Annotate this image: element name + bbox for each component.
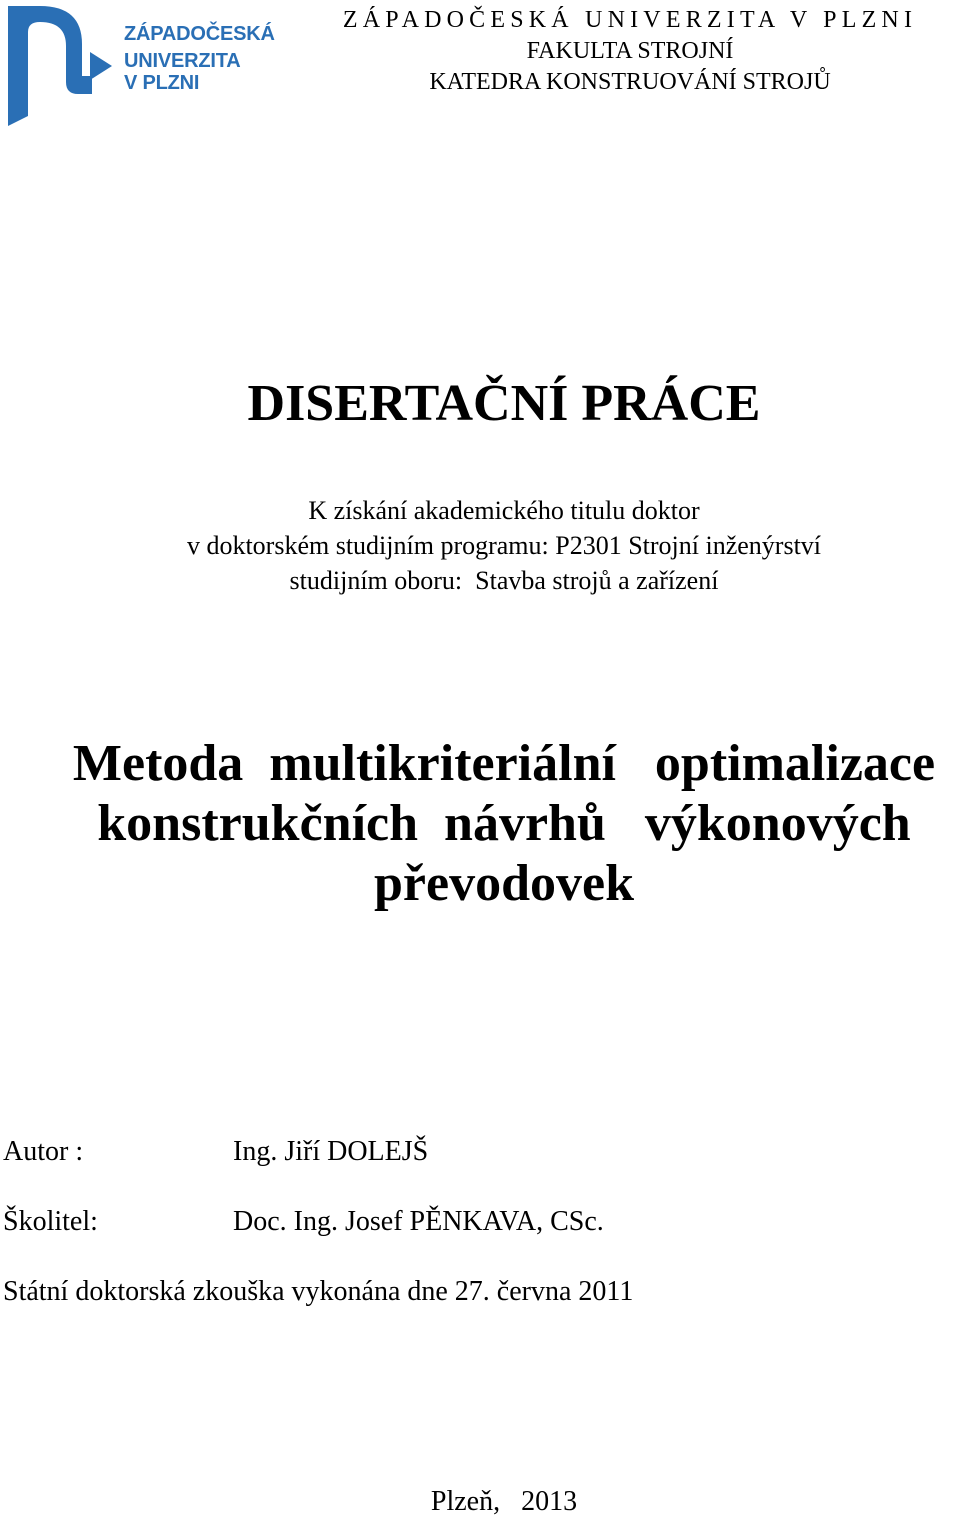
author-row — [3, 1135, 428, 1169]
header-block — [300, 4, 960, 98]
logo-text-line2: UNIVERZITA — [124, 50, 241, 72]
exam-note: Státní doktorská zkouška vykonána dne 27. června 2011 — [3, 1276, 634, 1307]
place-and-year: Plzeň, 2013 — [430, 1486, 578, 1517]
university-logo — [6, 4, 275, 126]
purpose-line-3: studijním oboru: Stavba strojů a zařízení — [289, 566, 719, 595]
logo-text-line1: ZÁPADOČESKÁ — [124, 23, 275, 45]
university-name: ZÁPADOČESKÁ UNIVERZITA V PLZNI — [342, 7, 918, 33]
university-logo-mark-icon — [6, 4, 116, 126]
supervisor-name: Doc. Ing. Josef PĚNKAVA, CSc. — [233, 1206, 604, 1237]
title-line-1: Metoda multikriteriální optimalizace — [72, 735, 936, 792]
faculty-name: FAKULTA STROJNÍ — [526, 38, 734, 64]
supervisor-label: Školitel: — [3, 1206, 98, 1237]
author-label: Autor : — [3, 1136, 84, 1167]
purpose-line-1: K získání akademického titulu doktor — [308, 496, 700, 525]
thesis-title — [0, 734, 960, 914]
thesis-type-heading: DISERTAČNÍ PRÁCE — [247, 375, 761, 432]
degree-purpose — [0, 493, 960, 598]
title-line-2: konstrukčních návrhů výkonových — [97, 795, 911, 852]
purpose-line-2: v doktorském studijním programu: P2301 Strojní inženýrství — [186, 531, 822, 560]
supervisor-row — [3, 1205, 604, 1239]
logo-text-line3: V PLZNI — [124, 72, 200, 94]
author-name: Ing. Jiří DOLEJŠ — [233, 1136, 429, 1167]
department-name: KATEDRA KONSTRUOVÁNÍ STROJŮ — [429, 69, 831, 95]
title-line-3: převodovek — [374, 855, 634, 912]
